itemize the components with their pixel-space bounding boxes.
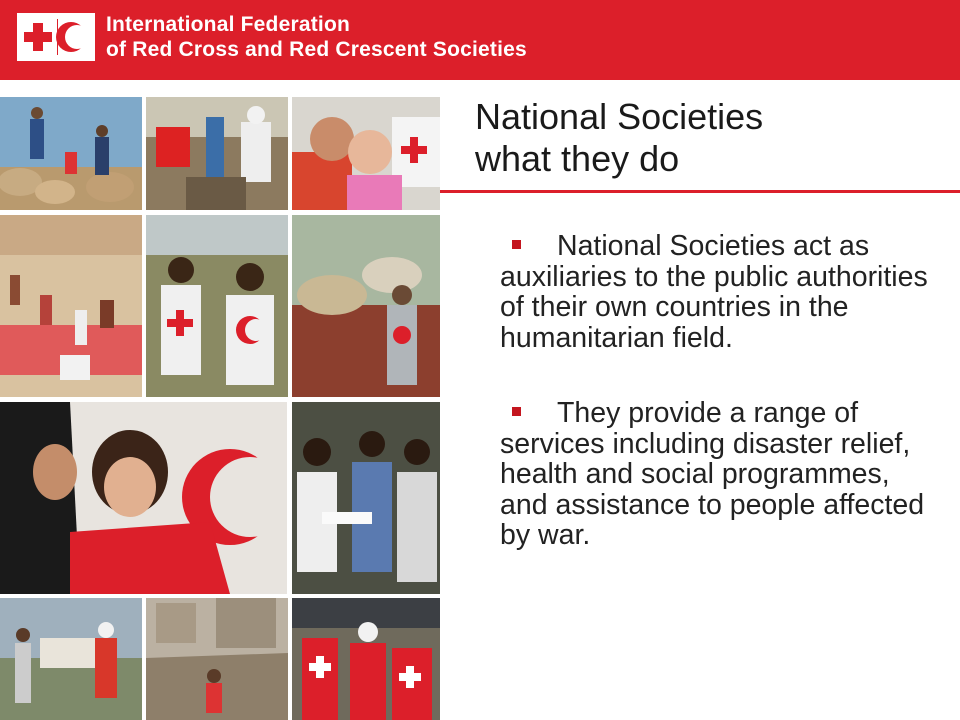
photo-volunteers-tabards (146, 215, 288, 397)
bullet-text: National Societies act as auxiliaries to the public authorities of their own countries in the humanitarian field. (500, 230, 928, 354)
ifrc-logo (17, 13, 95, 61)
square-bullet-icon (512, 240, 521, 249)
photo-rescue-worker (0, 598, 142, 720)
photo-water-distribution (146, 97, 288, 210)
photo-mother-and-child (292, 97, 440, 210)
photo-earthquake-ruins (146, 598, 288, 720)
organisation-name (106, 12, 527, 62)
bullet-item (500, 398, 940, 551)
header-band (0, 0, 960, 80)
bullet-item (500, 231, 940, 353)
org-name-line1: International Federation (106, 13, 350, 36)
org-name-line2: of Red Cross and Red Crescent Societies (106, 38, 527, 61)
slide-title-line1: National Societies (475, 96, 764, 137)
photo-woman-and-child-red-crescent (0, 402, 287, 594)
photo-beach-first-aid (0, 215, 142, 397)
slide-title-line2: what they do (475, 138, 680, 179)
photo-relief-workers (0, 97, 142, 210)
photo-loading-truck (292, 215, 440, 397)
photo-crowd-registration (292, 402, 440, 594)
photo-rescue-team (292, 598, 440, 720)
slide-title (475, 96, 763, 180)
title-divider (440, 190, 960, 193)
bullet-text: They provide a range of services including disaster relief, health and social programmes, and assistance to people affected by war. (500, 397, 925, 551)
square-bullet-icon (512, 407, 521, 416)
bullet-list (500, 231, 940, 596)
